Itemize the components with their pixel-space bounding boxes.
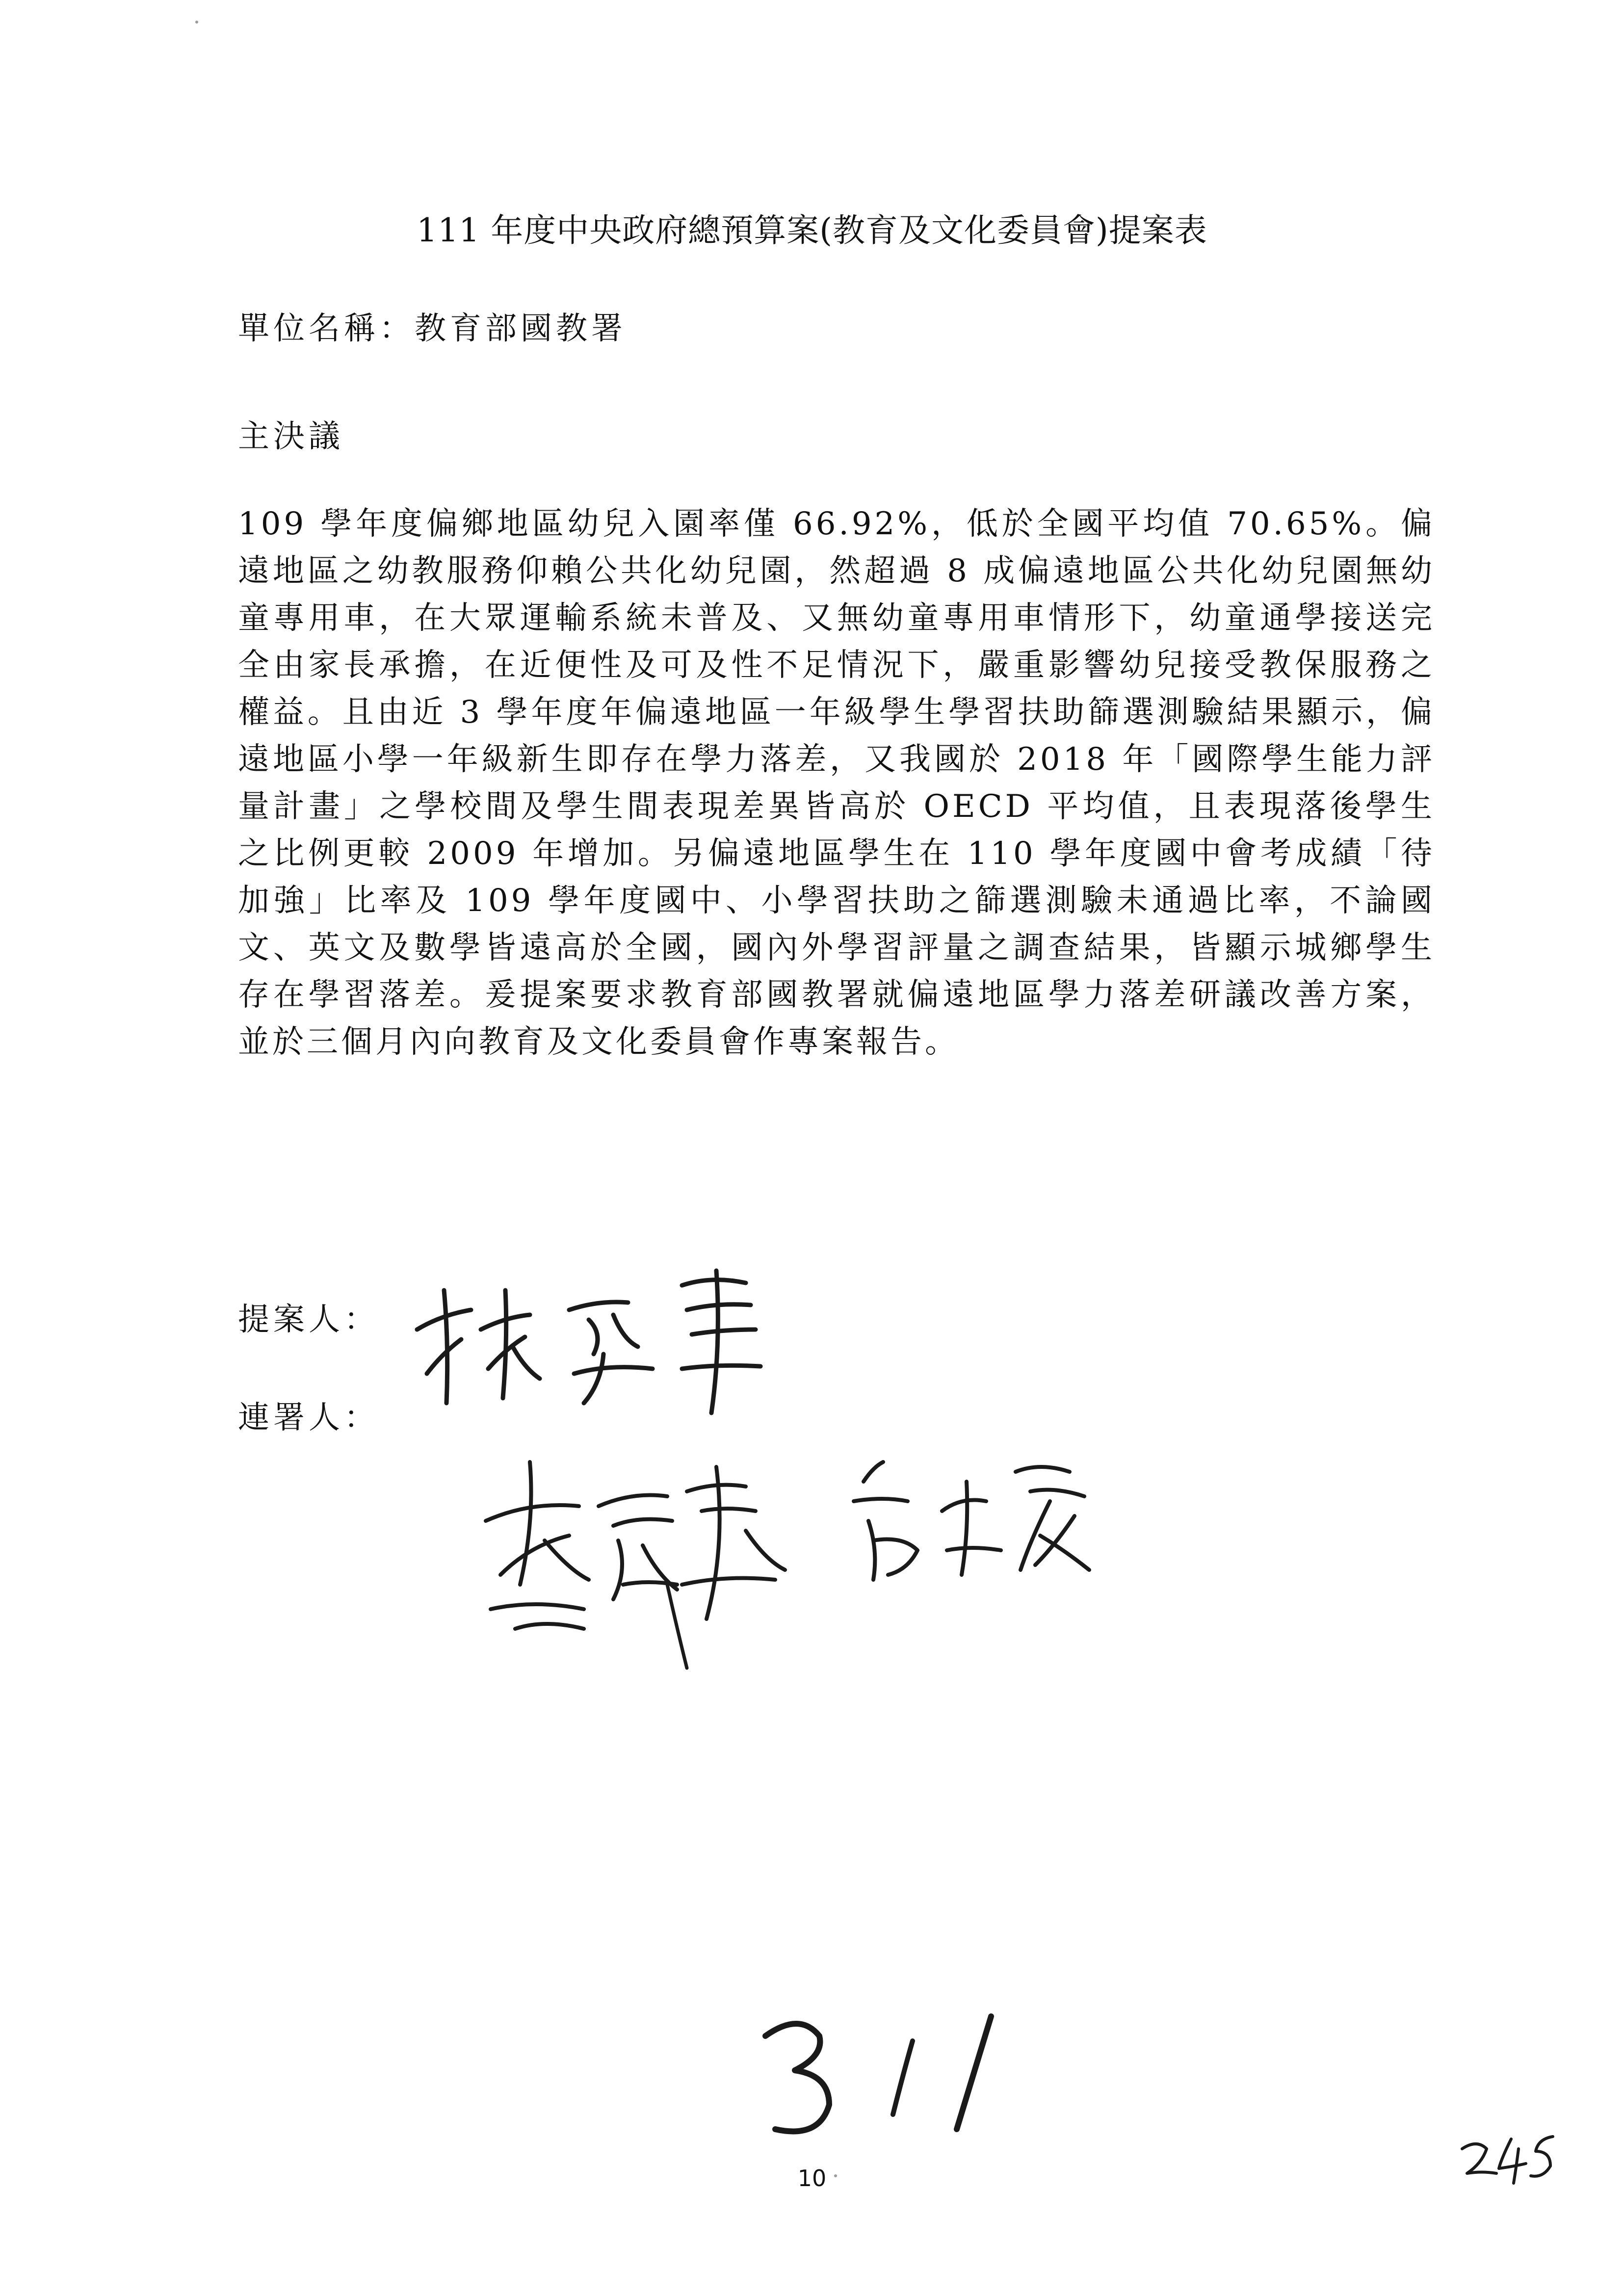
corner-handwritten-note xyxy=(1452,2129,1560,2188)
scan-speck xyxy=(834,2174,837,2177)
scan-speck xyxy=(195,21,198,24)
unit-name-line: 單位名稱：教育部國教署 xyxy=(238,311,627,347)
handwritten-number xyxy=(746,2002,1021,2149)
cosigner-signature-2 xyxy=(844,1452,1109,1609)
proposer-signature xyxy=(407,1256,780,1423)
resolution-body: 109 學年度偏鄉地區幼兒入園率僅 66.92%，低於全國平均值 70.65%。偏遠地區之幼教服務仰賴公共化幼兒園，然超過 8 成偏遠地區公共化幼兒園無幼童專用車，在大眾運輸系統未普及、又無幼童專用車情形下，幼童通學接送完全由家長承擔，在近便性及可及性不足情況下，嚴重影響幼兒接受教保服務之權益。且由近 3 學年度年偏遠地區一年級學生學習扶助篩選測驗結果顯示，偏遠地區小學一年級新生即存在學力落差，又我國於 2018 年「國際學生能力評量計畫」之學校間及學生間表現差異皆高於 OECD 平均值，且表現落後學生之比例更較 2009 年增加。另偏遠地區學生在 110 學年度國中會考成績「待加強」比率及 109 學年度國中、小學習扶助之篩選測驗未通過比率，不論國文、英文及數學皆遠高於全國，國內外學習評量之調查結果，皆顯示城鄉學生存在學習落差。爰提案要求教育部國教署就偏遠地區學力落差研議改善方案，並於三個月內向教育及文化委員會作專案報告。 xyxy=(238,506,1435,1060)
cosigner-signature-1 xyxy=(471,1423,824,1678)
cosigner-label: 連署人： xyxy=(238,1400,379,1436)
page-number: 10 xyxy=(797,2165,827,2192)
proposer-label: 提案人： xyxy=(238,1302,379,1338)
resolution-label: 主決議 xyxy=(238,418,344,455)
document-title: 111 年度中央政府總預算案(教育及文化委員會)提案表 xyxy=(417,211,1207,249)
